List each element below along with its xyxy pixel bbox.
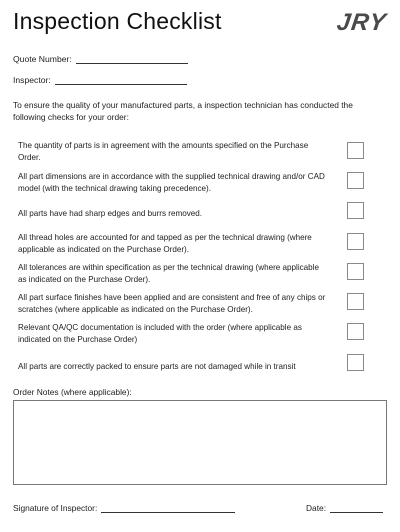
checkbox-quantity[interactable] xyxy=(347,142,364,159)
inspector-field[interactable] xyxy=(55,75,187,85)
checklist-item-packing: All parts are correctly packed to ensure parts are not damaged while in transit xyxy=(18,362,296,371)
checklist-item-quantity: The quantity of parts is in agreement with the amounts specified on the Purchase Order. xyxy=(18,141,309,162)
checkbox-sharp-edges[interactable] xyxy=(347,202,364,219)
checklist-item-thread-holes: All thread holes are accounted for and tapped as per the technical drawing (where applicable as indicated on the Purchase Order). xyxy=(18,233,312,254)
page-title: Inspection Checklist xyxy=(13,8,222,34)
checklist-item-surface-finishes: All part surface finishes have been applied and are consistent and free of any chips or scratches (where applicable as indicated on the Purchase Order). xyxy=(18,293,326,314)
quote-number-row xyxy=(13,54,188,64)
checklist-item-sharp-edges: All parts have had sharp edges and burrs removed. xyxy=(18,209,203,218)
checklist-item-tolerances: All tolerances are within specification as per the technical drawing (where applicable as indicated on the Purchase Order). xyxy=(18,263,319,284)
intro-text: To ensure the quality of your manufactured parts, a inspection technician has conducted the following checks for your order: xyxy=(13,100,353,122)
order-notes-box[interactable] xyxy=(13,400,387,485)
checklist-item-qa-qc-docs: Relevant QA/QC documentation is included with the order (where applicable as indicated on the Purchase Order) xyxy=(18,323,302,344)
order-notes-label: Order Notes (where applicable): xyxy=(13,387,132,397)
checkbox-dimensions[interactable] xyxy=(347,172,364,189)
date-label: Date: xyxy=(306,503,327,513)
checkbox-qa-qc-docs[interactable] xyxy=(347,323,364,340)
quote-number-field[interactable] xyxy=(76,54,188,64)
quote-number-label: Quote Number: xyxy=(13,54,72,64)
date-field[interactable] xyxy=(330,503,383,513)
checkbox-thread-holes[interactable] xyxy=(347,233,364,250)
checkbox-surface-finishes[interactable] xyxy=(347,293,364,310)
date-row xyxy=(306,503,383,513)
inspector-row xyxy=(13,75,187,85)
checkbox-tolerances[interactable] xyxy=(347,263,364,280)
signature-row xyxy=(13,503,235,513)
company-logo: JRY xyxy=(334,9,388,36)
checkbox-packing[interactable] xyxy=(347,354,364,371)
signature-field[interactable] xyxy=(101,503,235,513)
checklist-item-dimensions: All part dimensions are in accordance with the supplied technical drawing and/or CAD model (with the technical drawing taking precedence). xyxy=(18,172,325,193)
signature-label: Signature of Inspector: xyxy=(13,503,98,513)
inspector-label: Inspector: xyxy=(13,75,51,85)
